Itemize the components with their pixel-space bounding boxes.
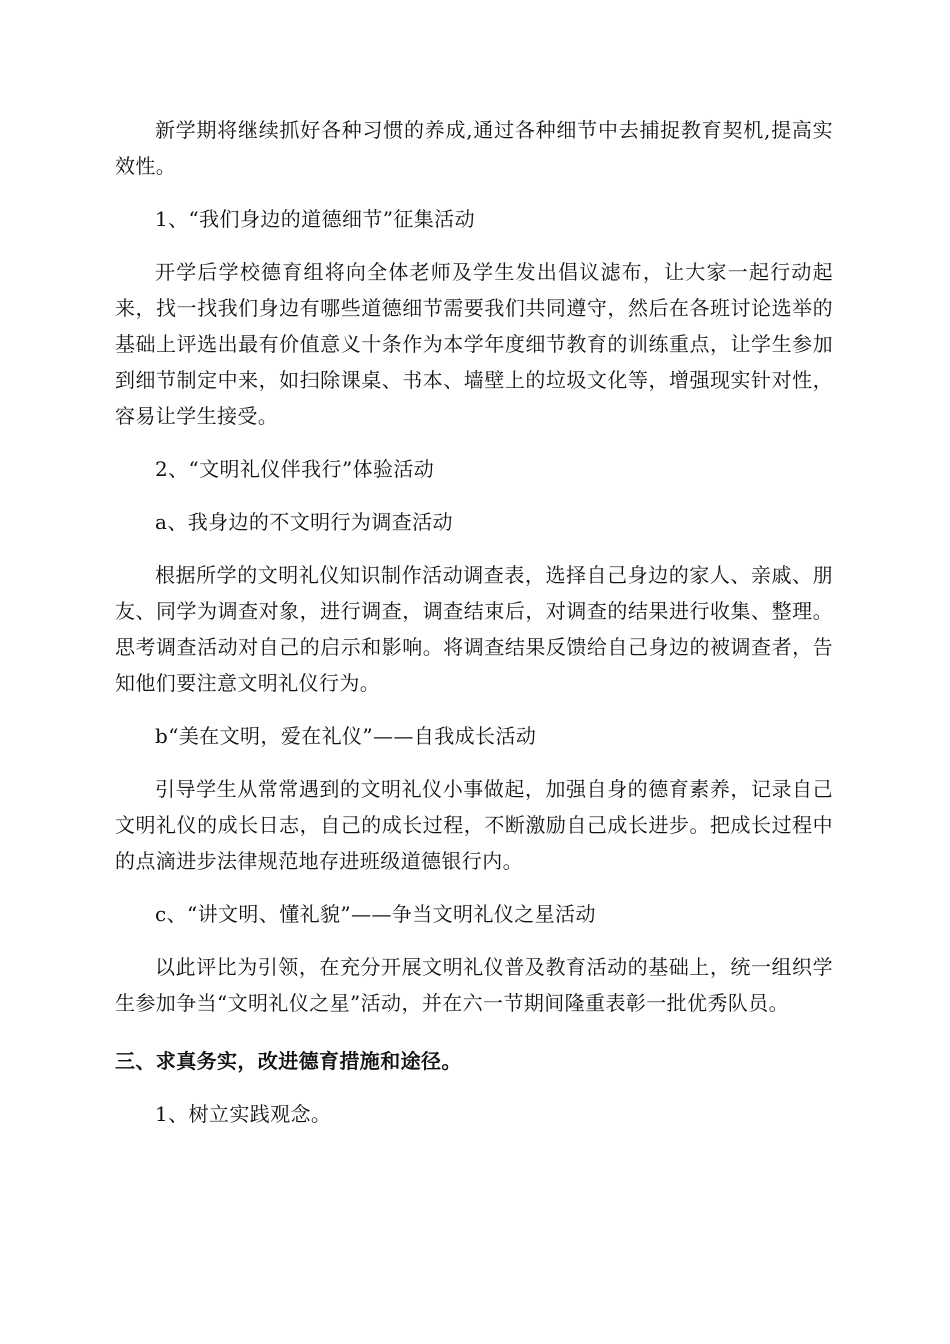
intro-paragraph: 新学期将继续抓好各种习惯的养成,通过各种细节中去捕捉教育契机,提高实效性。	[115, 118, 833, 178]
subsection-a-body: 根据所学的文明礼仪知识制作活动调查表，选择自己身边的家人、亲戚、朋友、同学为调查对象，进行调查，调查结束后，对调查的结果进行收集、整理。思考调查活动对自己的启示和影响。将调查结果反馈给自己身边的被调查者，告知他们要注意文明礼仪行为。	[115, 563, 833, 695]
section-3-heading: 三、求真务实，改进德育措施和途径。	[115, 1049, 462, 1073]
subsection-c-body: 以此评比为引领，在充分开展文明礼仪普及教育活动的基础上，统一组织学生参加争当“文明礼仪之星”活动，并在六一节期间隆重表彰一批优秀队员。	[115, 955, 833, 1015]
section-3-item-1: 1、树立实践观念。	[155, 1102, 332, 1126]
subsection-b-body: 引导学生从常常遇到的文明礼仪小事做起，加强自身的德育素养，记录自己文明礼仪的成长日志，自己的成长过程，不断激励自己成长进步。把成长过程中的点滴进步法律规范地存进班级道德银行内。	[115, 777, 833, 873]
section-1-title: 1、“我们身边的道德细节”征集活动	[155, 207, 475, 231]
subsection-a-title: a、我身边的不文明行为调查活动	[155, 510, 453, 534]
document-body	[115, 112, 833, 1132]
section-2-title: 2、“文明礼仪伴我行”体验活动	[155, 457, 435, 481]
subsection-c-title: c、“讲文明、懂礼貌”——争当文明礼仪之星活动	[155, 902, 596, 926]
section-1-body: 开学后学校德育组将向全体老师及学生发出倡议滤布，让大家一起行动起来，找一找我们身边有哪些道德细节需要我们共同遵守，然后在各班讨论选举的基础上评选出最有价值意义十条作为本学年度细节教育的训练重点，让学生参加到细节制定中来，如扫除课桌、书本、墙壁上的垃圾文化等，增强现实针对性，容易让学生接受。	[115, 260, 833, 428]
subsection-b-title: b“美在文明，爱在礼仪”——自我成长活动	[155, 724, 537, 748]
